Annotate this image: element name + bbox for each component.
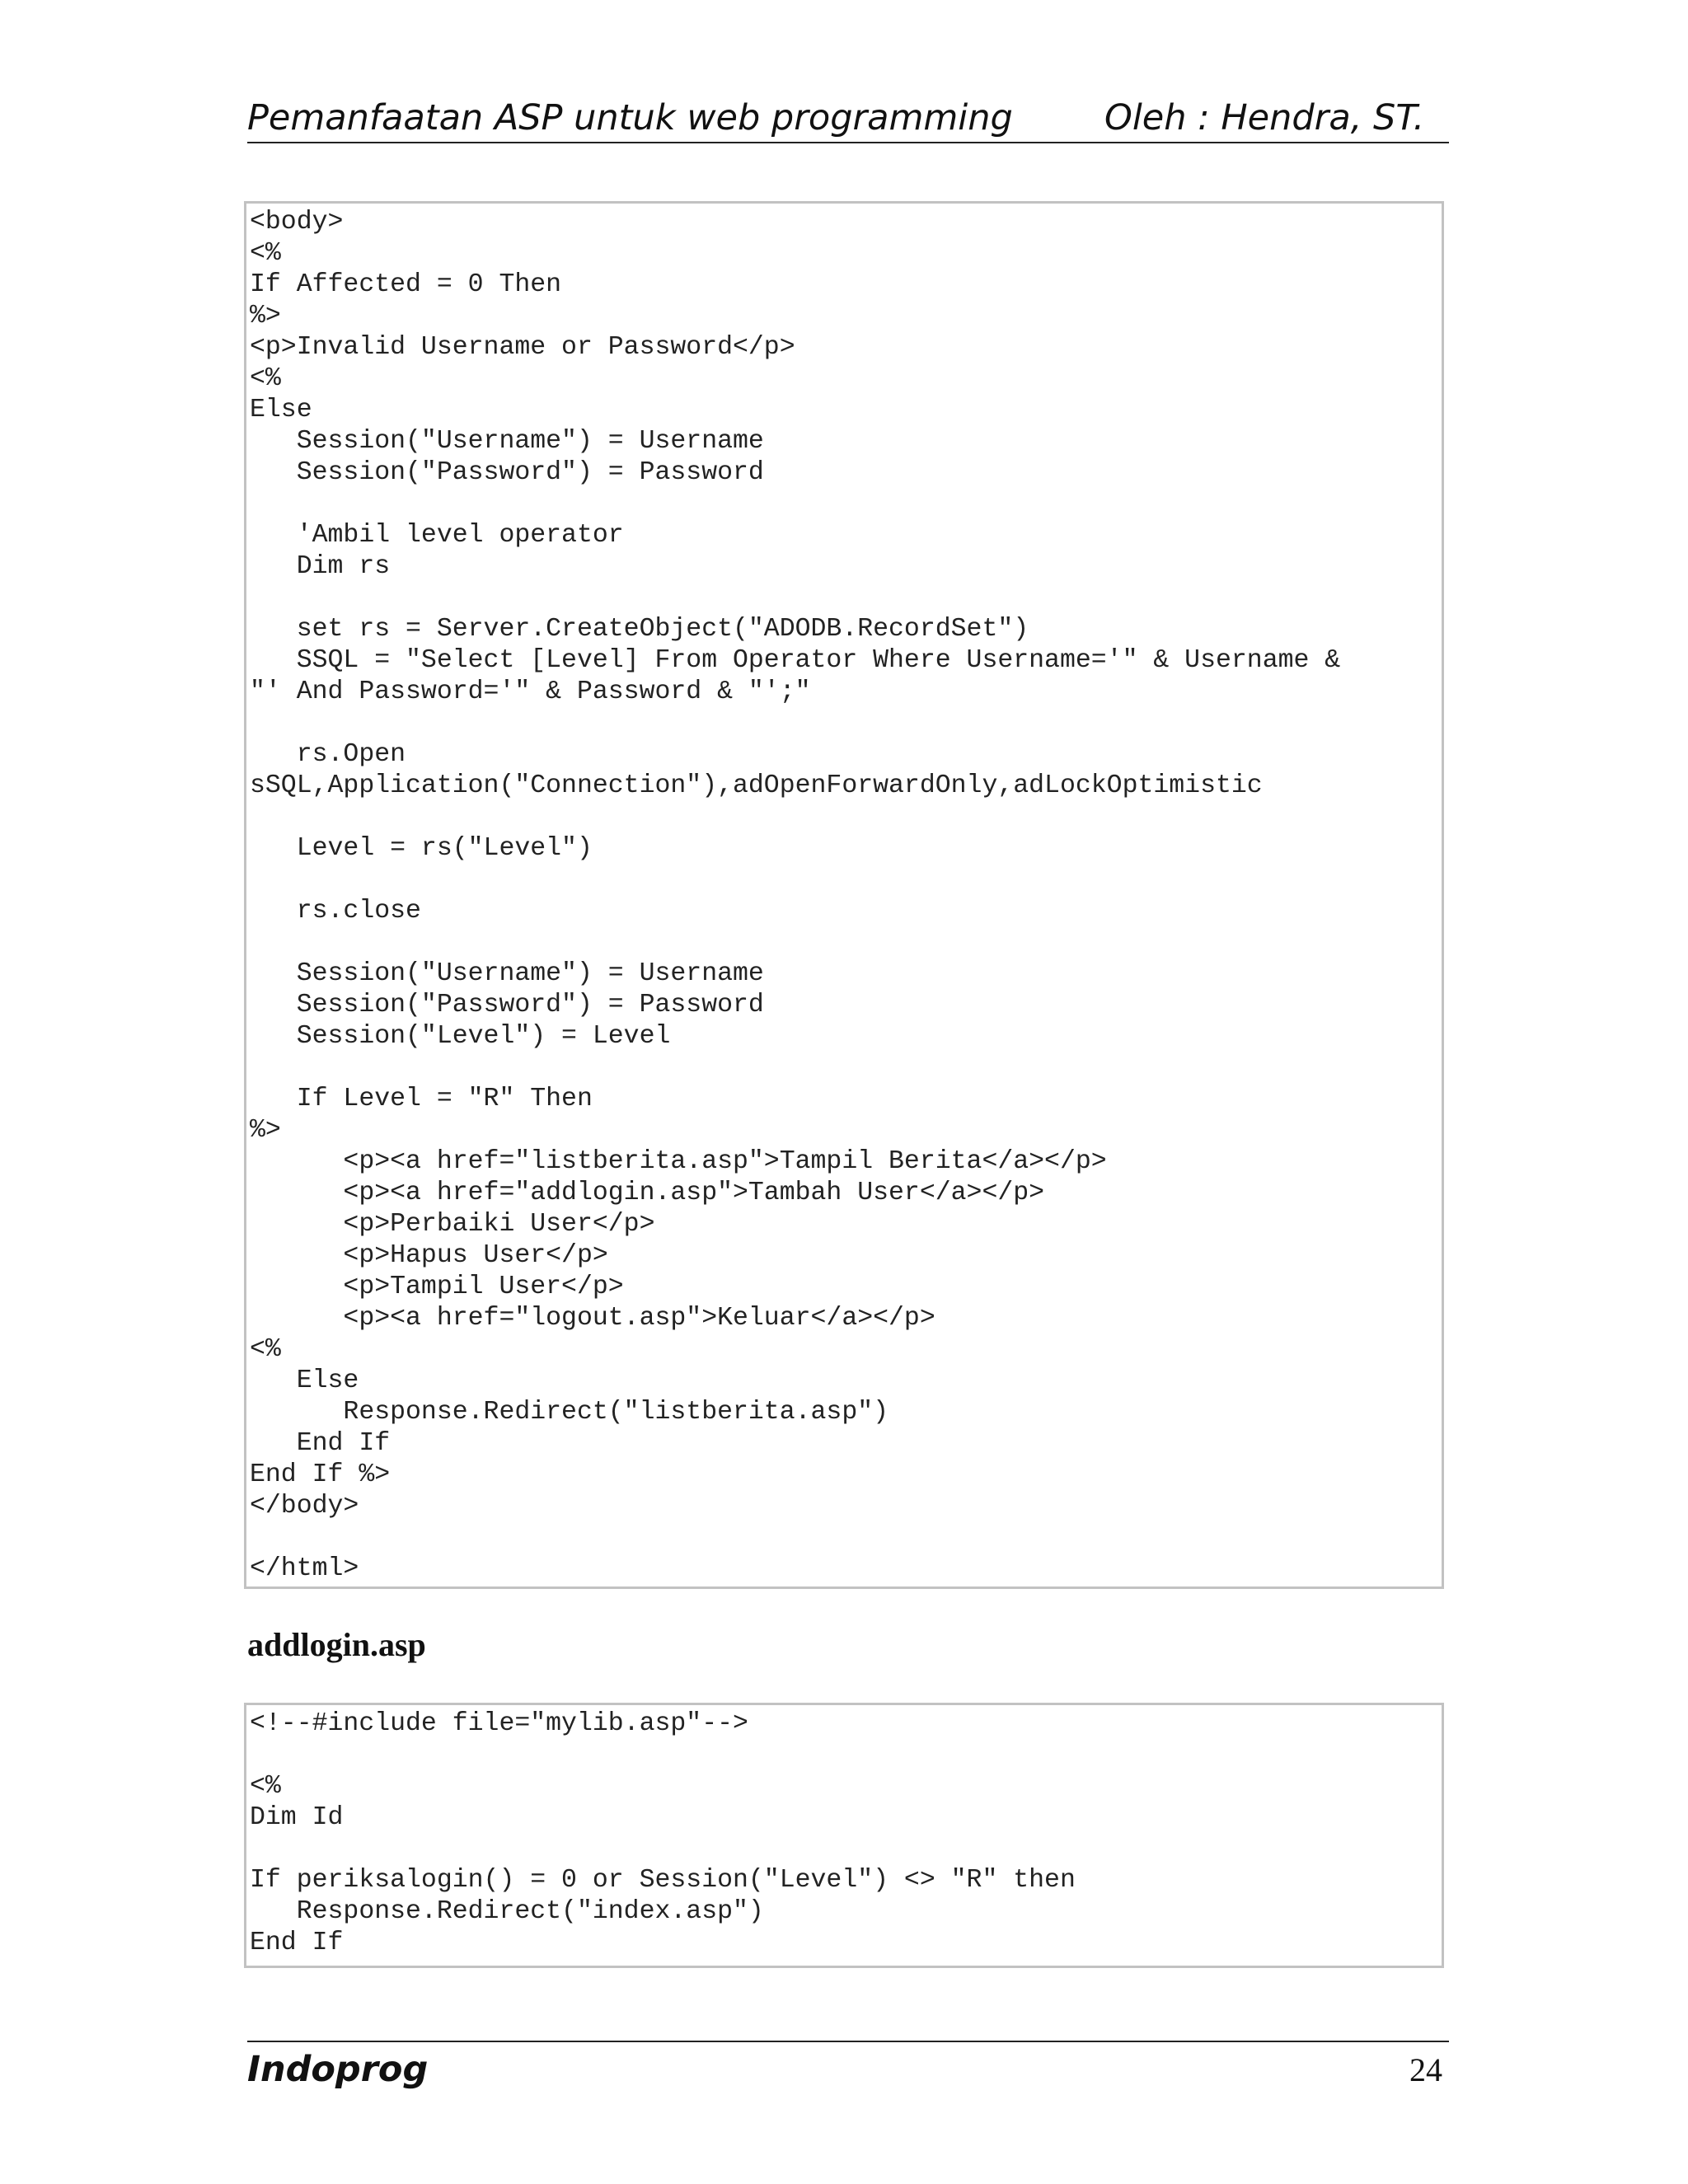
section-heading-addlogin: addlogin.asp (247, 1626, 426, 1663)
code-text: <!--#include file="mylib.asp"--> <% Dim Id If periksalogin() = 0 or Session("Level") <> "R" then Response.Redirect("index.asp") End If (250, 1709, 1076, 1957)
code-block-login-body (244, 201, 1444, 1589)
author-credit: Oleh : Hendra, ST. (1104, 97, 1425, 138)
page-footer (247, 2041, 1449, 2090)
page-header (247, 97, 1449, 143)
code-block-addlogin (244, 1703, 1444, 1968)
code-text: <body> <% If Affected = 0 Then %> <p>Invalid Username or Password</p> <% Else Session("Username") = Username Session("Password") = Password 'Ambil level operator Dim rs set rs = Server.CreateObject("ADODB.RecordSet") SSQL = "Select [Level] From Operator Where Username='" & Username & "' And Password='" & Password & "';" rs.Open sSQL,Application("Connection"),adOpenForwardOnly,adLockOptimistic Level = rs("Level") rs.close Session("Username") = Username Session("Password") = Password Session("Level") = Level If Level = "R" Then %> <p><a href="listberita.asp">Tampil Berita</a></p> <p><a href="addlogin.asp">Tambah User</a></p> <p>Perbaiki User</p> <p>Hapus User</p> <p>Tampil User</p> <p><a href="logout.asp">Keluar</a></p> <% Else Response.Redirect("listberita.asp") End If End If %> </body> </html> (250, 208, 1341, 1583)
page-number: 24 (1409, 2051, 1442, 2088)
footer-brand: Indoprog (247, 2049, 429, 2090)
document-title: Pemanfaatan ASP untuk web programming (247, 97, 1013, 138)
